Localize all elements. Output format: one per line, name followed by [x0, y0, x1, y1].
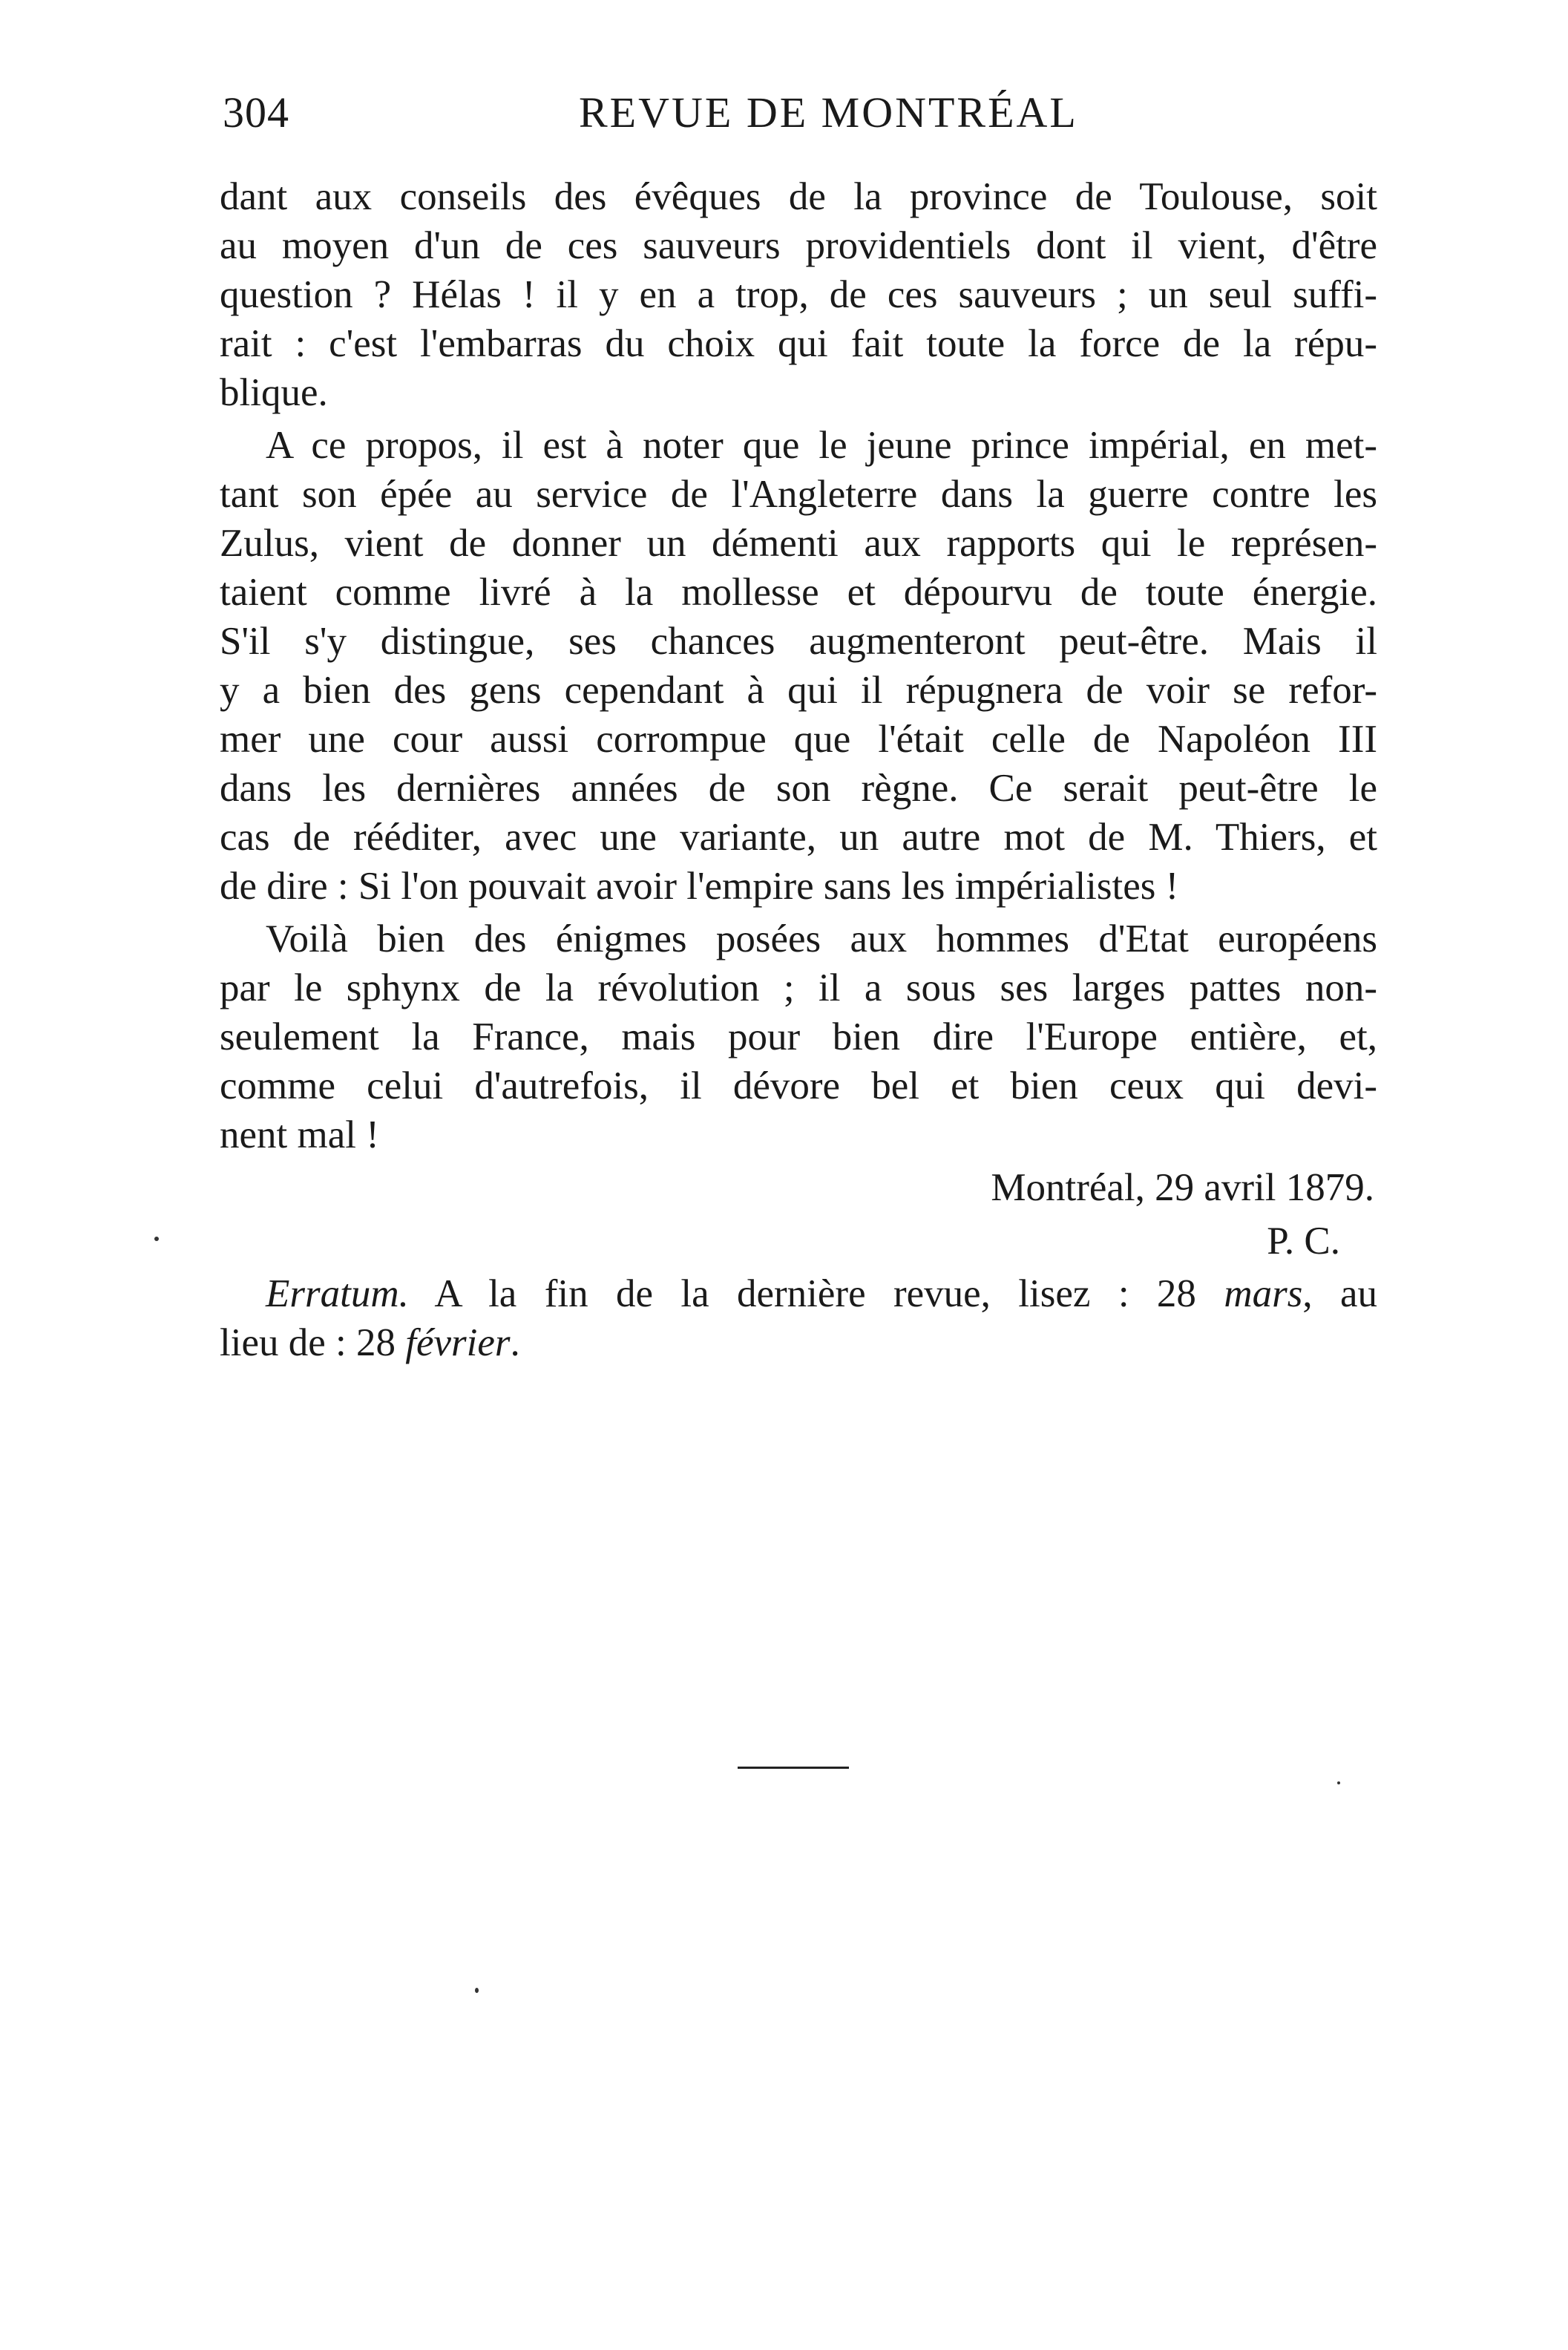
erratum-text: lieu de : 28	[220, 1321, 406, 1364]
text-line: par le sphynx de la révolution ; il a sous ses larges pattes non-	[220, 966, 1377, 1009]
text-line: tant son épée au service de l'Angleterre dans la guerre contre les	[220, 473, 1377, 516]
text-line: A ce propos, il est à noter que le jeune prince impérial, en met-	[266, 424, 1377, 467]
erratum-wrong-word: février	[405, 1321, 511, 1364]
paragraph-2	[220, 421, 1377, 911]
erratum-text: A la fin de la dernière revue, lisez : 28	[408, 1272, 1224, 1315]
erratum-line	[220, 1318, 1377, 1367]
erratum-line	[220, 1269, 1377, 1318]
paragraph-3	[220, 914, 1377, 1159]
place-date: Montréal, 29 avril 1879.	[991, 1166, 1374, 1209]
paragraph-1	[220, 172, 1377, 417]
text-line: seulement la France, mais pour bien dire l'Europe entière, et,	[220, 1015, 1377, 1058]
erratum-correct-word: mars	[1224, 1272, 1303, 1315]
text-line: mer une cour aussi corrompue que l'était celle de Napoléon III	[220, 718, 1377, 761]
body-text	[220, 172, 1377, 1367]
text-line: question ? Hélas ! il y en a trop, de ces sauveurs ; un seul suffi-	[220, 273, 1377, 316]
text-line: de dire : Si l'on pouvait avoir l'empire sans les impérialistes !	[220, 865, 1179, 908]
text-line: dans les dernières années de son règne. Ce serait peut-être le	[220, 767, 1377, 810]
text-line: taient comme livré à la mollesse et dépourvu de toute énergie.	[220, 571, 1377, 614]
text-line: au moyen d'un de ces sauveurs providentiels dont il vient, d'être	[220, 224, 1377, 267]
text-line: comme celui d'autrefois, il dévore bel et bien ceux qui devi-	[220, 1064, 1377, 1107]
section-divider	[738, 1767, 849, 1769]
running-title: REVUE DE MONTRÉAL	[579, 88, 1078, 137]
scan-speck	[475, 1988, 479, 1993]
page-header	[223, 88, 1380, 147]
text-line: cas de rééditer, avec une variante, un autre mot de M. Thiers, et	[220, 816, 1377, 859]
text-line: dant aux conseils des évêques de la province de Toulouse, soit	[220, 175, 1377, 218]
text-line: blique.	[220, 371, 328, 414]
erratum-text: , au	[1302, 1272, 1377, 1315]
scan-speck	[1337, 1781, 1340, 1784]
erratum-note	[220, 1269, 1377, 1367]
text-line: y a bien des gens cependant à qui il répugnera de voir se refor-	[220, 669, 1377, 712]
scan-speck	[154, 1237, 159, 1241]
text-line: Voilà bien des énigmes posées aux hommes d'Etat européens	[266, 917, 1377, 960]
erratum-text: .	[510, 1321, 520, 1364]
page-number: 304	[223, 88, 289, 137]
text-line: Zulus, vient de donner un démenti aux rapports qui le représen-	[220, 522, 1377, 565]
text-line: nent mal !	[220, 1113, 379, 1156]
author-initials: P. C.	[1267, 1220, 1340, 1263]
text-line: S'il s'y distingue, ses chances augmenteront peut-être. Mais il	[220, 620, 1377, 663]
text-line: rait : c'est l'embarras du choix qui fait toute la force de la répu-	[220, 322, 1377, 365]
erratum-label: Erratum.	[266, 1272, 409, 1315]
